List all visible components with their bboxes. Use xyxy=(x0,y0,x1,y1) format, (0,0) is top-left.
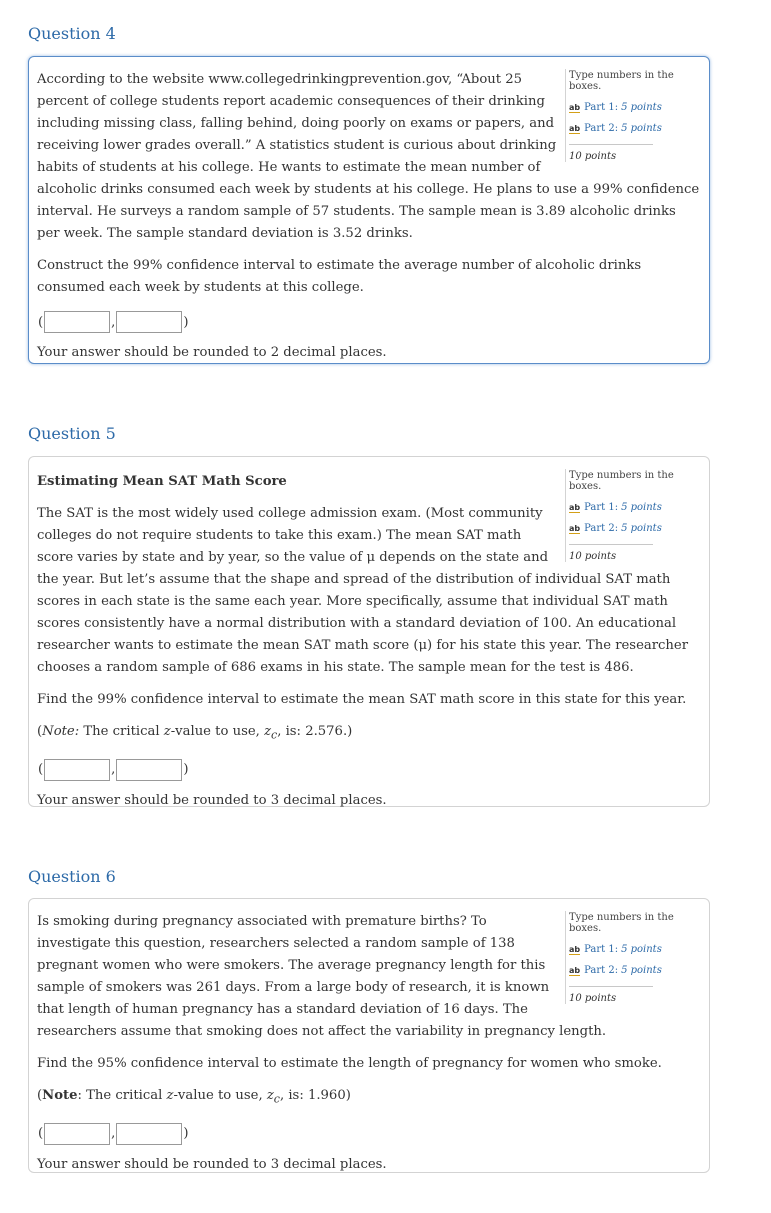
lower-bound-input[interactable] xyxy=(44,311,110,333)
zc-subscript: c xyxy=(271,728,278,742)
question-4-title: Question 4 xyxy=(28,24,116,43)
rounding-note: Your answer should be rounded to 3 decimal places. xyxy=(37,792,387,808)
instruction-hint: Type numbers in the boxes. xyxy=(569,912,674,934)
text-entry-icon: ab xyxy=(569,523,581,533)
part-2-label: Part 2: xyxy=(584,523,619,534)
question-4-box xyxy=(28,56,710,364)
z-symbol: z xyxy=(166,1088,174,1103)
part-2-value: 5 points xyxy=(621,523,662,534)
text-entry-icon: ab xyxy=(569,944,581,954)
rounding-note: Your answer should be rounded to 2 decimal places. xyxy=(37,345,387,360)
close-paren: ) xyxy=(183,762,189,778)
zc-subscript: c xyxy=(273,1092,280,1106)
part-2-value: 5 points xyxy=(621,965,662,976)
part-1-label: Part 1: xyxy=(584,944,619,955)
total-points: 10 points xyxy=(569,144,653,162)
instruction-hint: Type numbers in the boxes. xyxy=(569,70,674,92)
part-1-points[interactable] xyxy=(569,944,701,955)
open-paren: ( xyxy=(38,762,44,778)
answer-row xyxy=(37,1123,701,1145)
part-1-points[interactable] xyxy=(569,102,701,113)
part-2-value: 5 points xyxy=(621,123,662,134)
part-2-points[interactable] xyxy=(569,523,701,534)
question-prompt: Construct the 99% confidence interval to estimate the average number of alcoholic drinks consumed each week by students at this college. xyxy=(37,258,642,295)
question-text: Is smoking during pregnancy associated with premature births? To investigate this question, researchers selected a random sample of 138 pregnant women who were smokers. The average pregnancy length for this sample of smokers was 261 days. From a large body of research, it is known that length of human pregnancy has a standard deviation of 16 days. The researchers assume that smoking does not affect the variability in pregnancy length. xyxy=(37,914,607,1039)
note-label: Note xyxy=(42,1088,78,1103)
upper-bound-input[interactable] xyxy=(116,311,182,333)
answer-row xyxy=(37,759,701,781)
critical-value: , is: 1.960) xyxy=(279,1088,351,1103)
critical-value: , is: 2.576.) xyxy=(277,724,353,739)
comma: , xyxy=(111,1126,116,1142)
comma: , xyxy=(111,314,116,330)
close-paren: ) xyxy=(183,1126,189,1142)
question-6-box xyxy=(28,898,710,1173)
note-text: The critical xyxy=(79,724,164,739)
points-panel xyxy=(565,911,701,1004)
upper-bound-input[interactable] xyxy=(116,1123,182,1145)
critical-value-note: (Note: The critical z-value to use, $z_c$, is: 1.960) xyxy=(37,1088,351,1106)
text-entry-icon: ab xyxy=(569,502,581,512)
instruction-hint: Type numbers in the boxes. xyxy=(569,470,674,492)
part-1-label: Part 1: xyxy=(584,102,619,113)
part-2-points[interactable] xyxy=(569,123,701,134)
part-1-value: 5 points xyxy=(621,102,662,113)
rounding-note: Your answer should be rounded to 3 decimal places. xyxy=(37,1156,387,1172)
question-6-title: Question 6 xyxy=(28,867,116,886)
part-1-value: 5 points xyxy=(621,502,662,513)
points-panel xyxy=(565,469,701,562)
question-text: The SAT is the most widely used college admission exam. (Most community colleges do not require students to take this exam.) The mean SAT math score varies by state and by year, so the value of μ depends on the state and the year. But let’s assume that the shape and spread of the distribution of individual SAT math scores in each state is the same each year. More specifically, assume that individual SAT math scores consistently have a normal distribution with a standard deviation of 100. An educational researcher wants to estimate the mean SAT math score (μ) for his state this year. The researcher chooses a random sample of 686 exams in his state. The sample mean for the test is 486. xyxy=(37,506,689,675)
part-1-value: 5 points xyxy=(621,944,662,955)
note-text: -value to use, xyxy=(173,1088,267,1103)
part-2-label: Part 2: xyxy=(584,123,619,134)
z-symbol: z xyxy=(163,724,171,739)
part-1-label: Part 1: xyxy=(584,502,619,513)
text-entry-icon: ab xyxy=(569,102,581,112)
question-prompt: Find the 95% confidence interval to estimate the length of pregnancy for women who smoke. xyxy=(37,1056,662,1071)
question-5-title: Question 5 xyxy=(28,424,116,443)
question-5-box xyxy=(28,456,710,807)
lower-bound-input[interactable] xyxy=(44,1123,110,1145)
part-1-points[interactable] xyxy=(569,502,701,513)
zc-symbol: z xyxy=(264,724,272,739)
total-points: 10 points xyxy=(569,986,653,1004)
points-panel xyxy=(565,69,701,162)
question-heading: Estimating Mean SAT Math Score xyxy=(37,474,287,489)
part-2-points[interactable] xyxy=(569,965,701,976)
close-paren: ) xyxy=(183,314,189,330)
total-points: 10 points xyxy=(569,544,653,562)
question-text: According to the website www.collegedrinkingprevention.gov, “About 25 percent of college students report academic consequences of their drinking including missing class, falling behind, doing poorly on exams or papers, and receiving lower grades overall.” A statistics student is curious about drinking habits of students at his college. He wants to estimate the mean number of alcoholic drinks consumed each week by students at his college. He plans to use a 99% confidence interval. He surveys a random sample of 57 students. The sample mean is 3.89 alcoholic drinks per week. The sample standard deviation is 3.52 drinks. xyxy=(37,72,700,241)
lower-bound-input[interactable] xyxy=(44,759,110,781)
note-text: : The critical xyxy=(77,1088,167,1103)
open-paren: ( xyxy=(38,314,44,330)
text-entry-icon: ab xyxy=(569,965,581,975)
upper-bound-input[interactable] xyxy=(116,759,182,781)
comma: , xyxy=(111,762,116,778)
note-label: Note: xyxy=(42,724,80,739)
text-entry-icon: ab xyxy=(569,123,581,133)
critical-value-note: (Note: The critical z-value to use, $z_c$, is: 2.576.) xyxy=(37,724,353,742)
answer-row xyxy=(37,311,701,333)
question-prompt: Find the 99% confidence interval to estimate the mean SAT math score in this state for this year. xyxy=(37,692,687,707)
part-2-label: Part 2: xyxy=(584,965,619,976)
zc-symbol: z xyxy=(266,1088,274,1103)
open-paren: ( xyxy=(38,1126,44,1142)
note-text: -value to use, xyxy=(170,724,265,739)
